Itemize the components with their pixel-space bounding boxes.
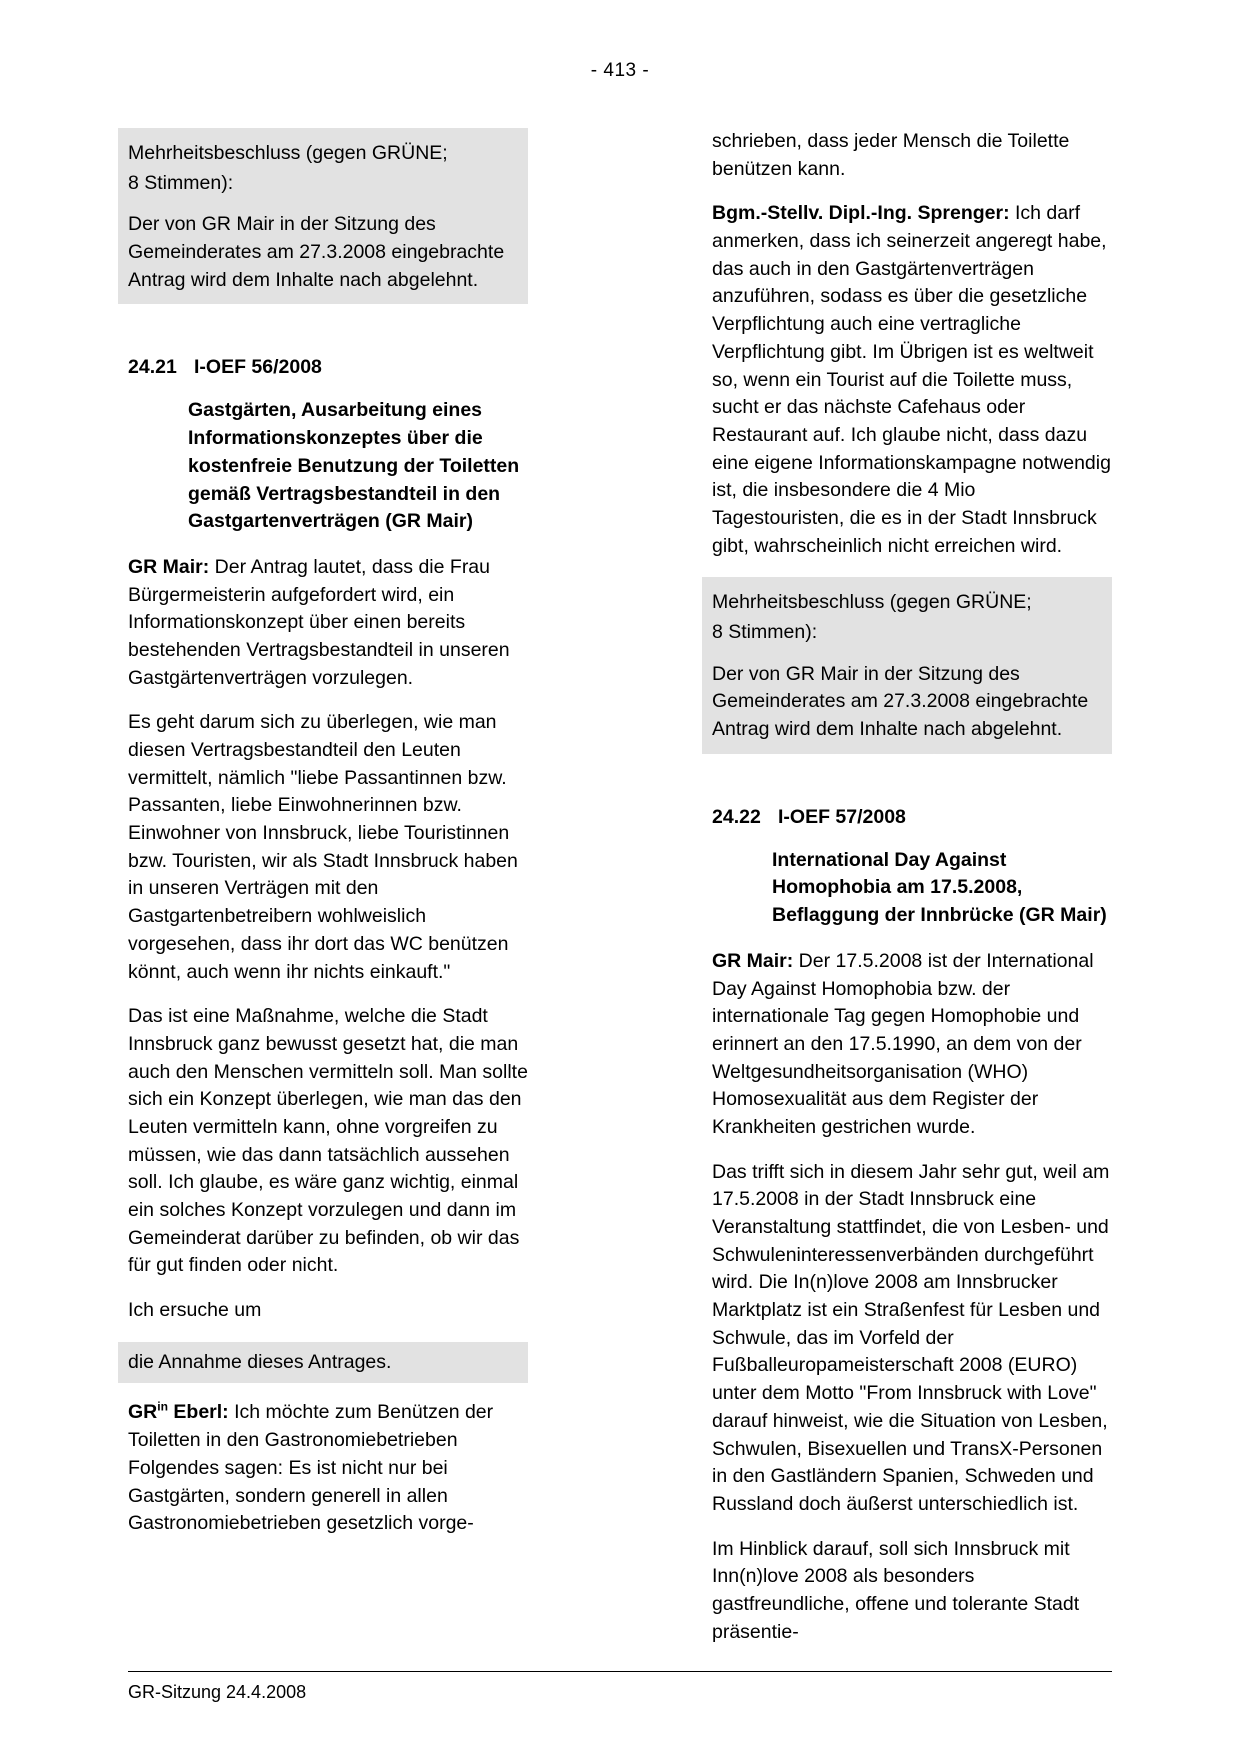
decision-1-body: Der von GR Mair in der Sitzung des Gemeinderates am 27.3.2008 eingebrachte Antrag wird dem Inhalte nach abgelehnt.	[128, 213, 505, 291]
paragraph-sprenger	[712, 200, 1112, 560]
footer-text: GR-Sitzung 24.4.2008	[128, 1682, 307, 1702]
right-column	[712, 128, 1112, 1663]
footer-divider	[128, 1671, 1112, 1672]
paragraph-text: Ich möchte zum Benützen der Toiletten in den Gastronomiebetrieben Folgendes sagen: Es ist nicht nur bei Gastgärten, sondern generell in allen Gastronomiebetrieben gesetzlich vorge-	[128, 1401, 494, 1535]
paragraph-mair-idaho-1	[712, 948, 1112, 1142]
page-footer	[128, 1671, 1112, 1703]
page-content	[0, 128, 1240, 1663]
paragraph-mair-idaho-2: Das trifft sich in diesem Jahr sehr gut, weil am 17.5.2008 in der Stadt Innsbruck eine Veranstaltung stattfindet, die von Lesben- und Schwuleninteressenverbänden durchgeführt wird. Die In(n)love 2008 am Innsbrucker Marktplatz ist ein Straßenfest für Lesben und Schwule, das im Vorfeld der Fußballeuropameisterschaft 2008 (EURO) unter dem Motto "From Innsbruck with Love" darauf hinweist, wie die Situation von Lesben, Schwulen, Bisexuellen und TransX-Personen in den Gastländern Spanien, Schweden und Russland doch äußerst unterschiedlich ist.	[712, 1160, 1110, 1515]
motion-line: die Annahme dieses Antrages.	[118, 1342, 528, 1384]
paragraph-continuation: schrieben, dass jeder Mensch die Toilette benützen kann.	[712, 130, 1070, 180]
decision-2-body: Der von GR Mair in der Sitzung des Gemeinderates am 27.3.2008 eingebrachte Antrag wird dem Inhalte nach abgelehnt.	[712, 662, 1089, 741]
speaker-label-sprenger: Bgm.-Stellv. Dipl.-Ing. Sprenger:	[712, 202, 1010, 225]
page-number: - 413 -	[590, 60, 650, 81]
decision-2-line1: Mehrheitsbeschluss (gegen GRÜNE;	[712, 591, 1032, 614]
agenda-item-code: I-OEF 56/2008	[194, 356, 322, 379]
speaker-label-eberl	[128, 1401, 229, 1423]
decision-block-2	[702, 577, 1112, 753]
paragraph-mair-4: Ich ersuche um	[128, 1299, 262, 1322]
speaker-prefix: GR	[128, 1401, 158, 1424]
paragraph-mair-2: Es geht darum sich zu überlegen, wie man diesen Vertragsbestandteil den Leuten vermittelt, nämlich "liebe Passantinnen bzw. Passanten, liebe Einwohnerinnen bzw. Einwohner von Innsbruck, liebe Touristinnen bzw. Touristen, wir als Stadt Innsbruck haben in unseren Verträgen mit den Gastgartenbetreibern wohlweislich vorgesehen, dass ihr dort das WC benützen könnt, auch wenn ihr nichts einkauft."	[128, 711, 518, 983]
speaker-label: GR Mair:	[712, 949, 794, 972]
paragraph-text: Der Antrag lautet, dass die Frau Bürgermeisterin aufgefordert wird, ein Informationskonzept über einen bereits bestehenden Vertragsbestandteil in unseren Gastgärtenverträgen vorzulegen.	[128, 555, 510, 689]
decision-block-1	[118, 128, 528, 304]
agenda-item-code: I-OEF 57/2008	[778, 805, 906, 828]
speaker-label: GR Mair:	[128, 555, 210, 578]
paragraph-eberl	[128, 1399, 528, 1537]
decision-2-line2: 8 Stimmen):	[712, 621, 818, 643]
paragraph-text: Der 17.5.2008 ist der International Day Against Homophobia bzw. der internationale Tag gegen Homophobie und erinnert an den 17.5.1990, an dem von der Weltgesundheitsorganisation (WHO) Homosexualität aus dem Register der Krankheiten gestrichen wurde.	[712, 949, 1094, 1138]
spacer	[128, 304, 528, 356]
speaker-superscript: in	[157, 1399, 168, 1414]
agenda-item-number: 24.22	[712, 805, 761, 828]
decision-1-line2: 8 Stimmen):	[128, 171, 234, 194]
agenda-item-number: 24.21	[128, 356, 177, 379]
paragraph-mair-3: Das ist eine Maßnahme, welche die Stadt Innsbruck ganz bewusst gesetzt hat, die man auch den Menschen vermitteln soll. Man sollte sich ein Konzept überlegen, wie man das den Leuten vermitteln kann, ohne vorgreifen zu müssen, wie das dann tatsächlich aussehen soll. Ich glaube, es wäre ganz wichtig, einmal ein solches Konzept vorzulegen und dann im Gemeinderat darüber zu befinden, ob wir das für gut finden oder nicht.	[128, 1005, 528, 1277]
paragraph-mair-intro	[128, 554, 528, 692]
paragraph-text: Ich darf anmerken, dass ich seinerzeit angeregt habe, das auch in den Gastgärtenverträgen anzuführen, sodass es über die gesetzliche Verpflichtung auch eine vertragliche Verpflichtung gibt. Im Übrigen ist es weltweit so, wenn ein Tourist auf die Toilette muss, sucht er das nächste Cafehaus oder Restaurant auf. Ich glaube nicht, dass dazu eine eigene Informationskampagne notwendig ist, die insbesondere die 4 Mio Tagestouristen, die es in der Stadt Innsbruck gibt, wahrscheinlich nicht erreichen wird.	[712, 202, 1111, 557]
agenda-item-title-2422: International Day Against Homophobia am 17.5.2008, Beflaggung der Innbrücke (GR Mair)	[772, 848, 1107, 927]
spacer	[712, 754, 1112, 806]
agenda-item-title-2421: Gastgärten, Ausarbeitung eines Informationskonzeptes über die kostenfreie Benutzung der Toiletten gemäß Vertragsbestandteil in den Gastgartenverträgen (GR Mair)	[188, 399, 520, 533]
agenda-item-heading-2422	[712, 806, 1112, 829]
speaker-suffix: Eberl:	[167, 1401, 229, 1424]
left-column	[128, 128, 528, 1663]
paragraph-mair-idaho-3: Im Hinblick darauf, soll sich Innsbruck mit Inn(n)love 2008 als besonders gastfreundliche, offene und tolerante Stadt präsentie-	[712, 1537, 1080, 1643]
decision-1-line1: Mehrheitsbeschluss (gegen GRÜNE;	[128, 142, 448, 164]
agenda-item-heading-2421	[128, 356, 528, 379]
